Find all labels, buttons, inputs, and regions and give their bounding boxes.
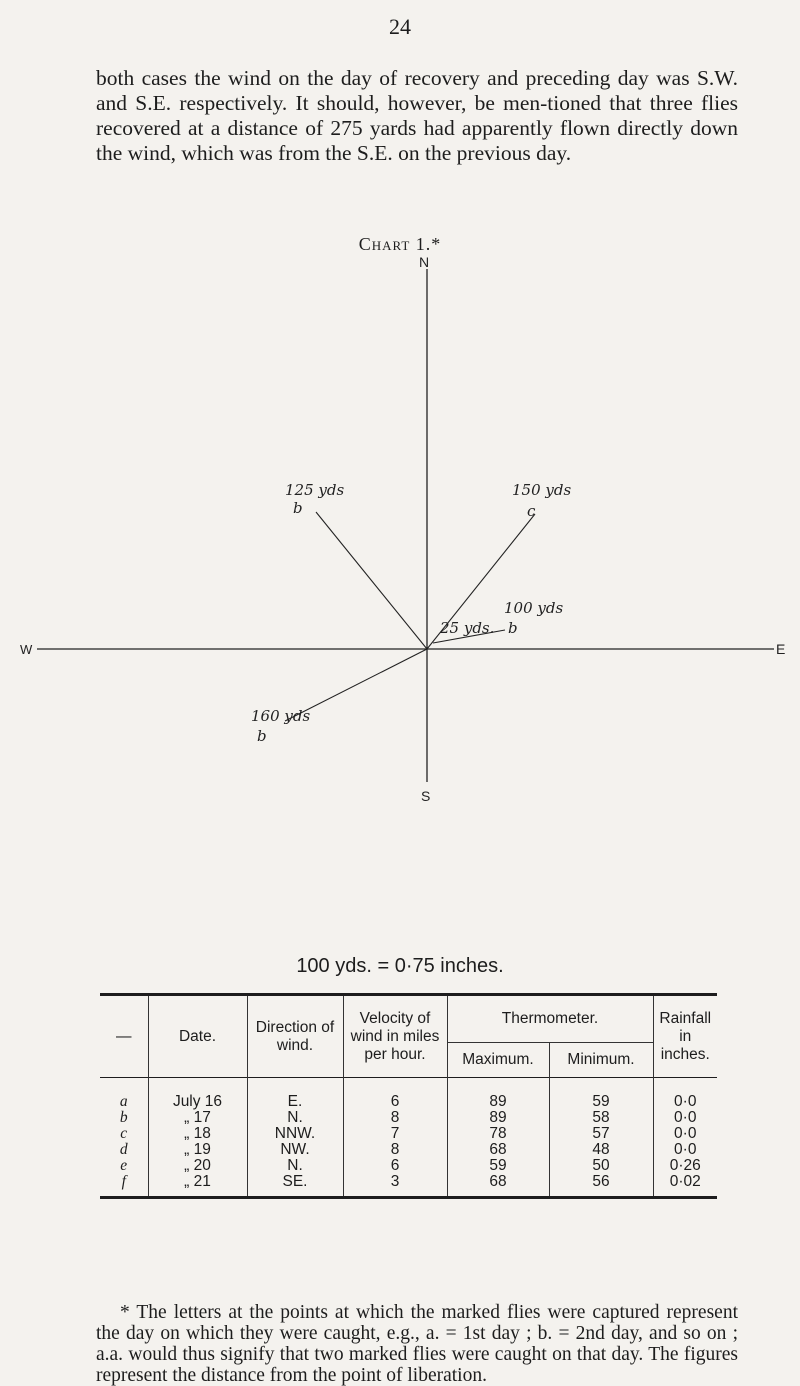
north-label: N (419, 254, 430, 270)
header-maximum: Maximum. (447, 1043, 549, 1078)
row-direction: SE. (247, 1174, 343, 1198)
row-direction: N. (247, 1110, 343, 1126)
row-min: 58 (549, 1110, 653, 1126)
row-max: 78 (447, 1126, 549, 1142)
row-min: 48 (549, 1142, 653, 1158)
row-velocity: 6 (343, 1158, 447, 1174)
row-direction: NW. (247, 1142, 343, 1158)
table-row (100, 1158, 717, 1174)
row-rain: 0·0 (653, 1110, 717, 1126)
table-row (100, 1174, 717, 1198)
marker-150-distance: 150 yds (512, 481, 572, 499)
footnote (96, 1302, 738, 1386)
row-min: 59 (549, 1078, 653, 1111)
marker-125-distance: 125 yds (285, 481, 345, 499)
row-velocity: 8 (343, 1110, 447, 1126)
marker-150-letter: c (527, 502, 536, 520)
row-rain: 0·0 (653, 1126, 717, 1142)
row-date: „ 18 (148, 1126, 247, 1142)
row-date: „ 17 (148, 1110, 247, 1126)
row-letter: f (100, 1174, 148, 1198)
row-velocity: 3 (343, 1174, 447, 1198)
row-velocity: 6 (343, 1078, 447, 1111)
marker-100-letter: b (508, 619, 518, 637)
header-rainfall: Rainfall in inches. (653, 995, 717, 1078)
row-date: „ 20 (148, 1158, 247, 1174)
row-letter: e (120, 1157, 128, 1174)
row-date: „ 19 (148, 1142, 247, 1158)
row-letter: c (120, 1125, 128, 1142)
header-direction: Direction of wind. (247, 995, 343, 1078)
row-max: 89 (447, 1078, 549, 1111)
header-velocity: Velocity of wind in miles per hour. (343, 995, 447, 1078)
east-label: E (776, 641, 786, 657)
header-minimum: Minimum. (549, 1043, 653, 1078)
west-label: W (20, 642, 33, 657)
row-max: 68 (447, 1174, 549, 1198)
row-max: 89 (447, 1110, 549, 1126)
south-label: S (421, 788, 431, 804)
row-velocity: 7 (343, 1126, 447, 1142)
table-row (100, 1142, 717, 1158)
table-row (100, 1078, 717, 1111)
marker-125-letter: b (293, 499, 303, 517)
row-max: 68 (447, 1142, 549, 1158)
row-rain: 0·26 (653, 1158, 717, 1174)
row-direction: E. (247, 1078, 343, 1111)
marker-160-letter: b (257, 727, 267, 745)
marker-25-distance: 25 yds. (440, 619, 495, 637)
row-rain: 0·02 (653, 1174, 717, 1198)
row-letter: b (119, 1109, 128, 1126)
header-date: Date. (148, 995, 247, 1078)
table-row (100, 1110, 717, 1126)
footnote-text: * The letters at the points at which the marked flies were captured represent the day on which they were caught, e.g., a. = 1st day ; b. = 2nd day, and so on ; a.a. would thus signify that two marked flies were caught on that day. The figures represent the distance from the point of liberation. (96, 1302, 738, 1386)
scale-note: 100 yds. = 0·75 inches. (296, 955, 504, 977)
row-rain: 0·0 (653, 1142, 717, 1158)
row-min: 56 (549, 1174, 653, 1198)
row-min: 50 (549, 1158, 653, 1174)
marker-160-distance: 160 yds (251, 707, 311, 725)
row-min: 57 (549, 1126, 653, 1142)
intro-paragraph: both cases the wind on the day of recovery and preceding day was S.W. and S.E. respectively. It should, however, be men-tioned that three flies recovered at a distance of 275 yards had apparently flown directly down the wind, which was from the S.E. on the previous day. (96, 66, 738, 165)
row-letter: d (119, 1141, 128, 1158)
row-letter: a (119, 1093, 128, 1110)
marker-100-distance: 100 yds (504, 599, 564, 617)
chart-title: Chart 1.* (358, 234, 442, 254)
row-max: 59 (447, 1158, 549, 1174)
compass-chart (0, 254, 800, 804)
table-row (100, 1126, 717, 1142)
row-rain: 0·0 (653, 1078, 717, 1111)
header-dash: — (100, 995, 148, 1078)
row-date: „ 21 (148, 1174, 247, 1198)
flight-line-125-yds (316, 512, 427, 649)
row-direction: NNW. (247, 1126, 343, 1142)
row-date: July 16 (148, 1078, 247, 1111)
header-thermometer: Thermometer. (447, 995, 653, 1043)
page-number: 24 (389, 14, 411, 39)
row-direction: N. (247, 1158, 343, 1174)
weather-table (100, 993, 717, 1199)
row-velocity: 8 (343, 1142, 447, 1158)
